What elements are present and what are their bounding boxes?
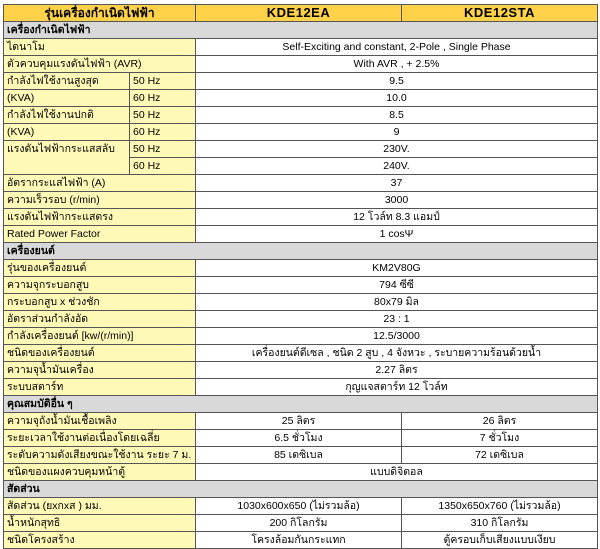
spec-row bbox=[4, 294, 598, 311]
spec-label: ชนิดโครงสร้าง bbox=[4, 532, 196, 549]
spec-row bbox=[4, 124, 598, 141]
spec-label: ความจุกระบอกสูบ bbox=[4, 277, 196, 294]
spec-label: น้ำหนักสุทธิ bbox=[4, 515, 196, 532]
section-row bbox=[4, 396, 598, 413]
spec-label: ระบบสตาร์ท bbox=[4, 379, 196, 396]
spec-value-a: โครงล้อมกันกระแทก bbox=[196, 532, 402, 549]
model-a-header: KDE12EA bbox=[196, 5, 402, 22]
spec-value: กุญแจสตาร์ท 12 โวล์ท bbox=[196, 379, 598, 396]
spec-value: 3000 bbox=[196, 192, 598, 209]
spec-value: 37 bbox=[196, 175, 598, 192]
spec-value: With AVR , + 2.5% bbox=[196, 56, 598, 73]
spec-row bbox=[4, 447, 598, 464]
spec-row bbox=[4, 379, 598, 396]
spec-value: 8.5 bbox=[196, 107, 598, 124]
spec-row bbox=[4, 226, 598, 243]
spec-label: ความจุถังน้ำมันเชื้อเพลิง bbox=[4, 413, 196, 430]
spec-row bbox=[4, 345, 598, 362]
spec-row bbox=[4, 498, 598, 515]
spec-row bbox=[4, 464, 598, 481]
section-row bbox=[4, 243, 598, 260]
spec-label: ความจุน้ำมันเครื่อง bbox=[4, 362, 196, 379]
section-dimensions-title: สัดส่วน bbox=[4, 481, 598, 498]
spec-row bbox=[4, 430, 598, 447]
spec-row bbox=[4, 73, 598, 90]
spec-value-a: 85 เดซิเบล bbox=[196, 447, 402, 464]
spec-row bbox=[4, 277, 598, 294]
spec-value: 9 bbox=[196, 124, 598, 141]
spec-value-a: 6.5 ชั่วโมง bbox=[196, 430, 402, 447]
spec-row bbox=[4, 141, 598, 158]
spec-value: Self-Exciting and constant, 2-Pole , Single Phase bbox=[196, 39, 598, 56]
spec-value-b: 72 เดซิเบล bbox=[402, 447, 598, 464]
spec-label: ชนิดของเครื่องยนต์ bbox=[4, 345, 196, 362]
spec-value: 12.5/3000 bbox=[196, 328, 598, 345]
spec-value: 1 cosΨ bbox=[196, 226, 598, 243]
spec-value-b: 7 ชั่วโมง bbox=[402, 430, 598, 447]
spec-label: แรงดันไฟฟ้ากระแสสลับ bbox=[4, 141, 130, 175]
spec-row bbox=[4, 90, 598, 107]
frequency-label: 60 Hz bbox=[130, 90, 196, 107]
spec-row bbox=[4, 192, 598, 209]
spec-table bbox=[3, 4, 598, 549]
spec-value: 240V. bbox=[196, 158, 598, 175]
spec-label: ความเร็วรอบ (r/min) bbox=[4, 192, 196, 209]
spec-value-b: 310 กิโลกรัม bbox=[402, 515, 598, 532]
spec-label: กระบอกสูบ x ช่วงชัก bbox=[4, 294, 196, 311]
spec-label: สัดส่วน (ยxกxส ) มม. bbox=[4, 498, 196, 515]
spec-label: ชนิดของแผงควบคุมหน้าตู้ bbox=[4, 464, 196, 481]
frequency-label: 50 Hz bbox=[130, 107, 196, 124]
section-row bbox=[4, 481, 598, 498]
spec-value: 9.5 bbox=[196, 73, 598, 90]
spec-label: อัตราส่วนกำลังอัด bbox=[4, 311, 196, 328]
frequency-label: 60 Hz bbox=[130, 124, 196, 141]
spec-value: 12 โวล์ท 8.3 แอมป์ bbox=[196, 209, 598, 226]
spec-label: กำลังไฟใช้งานปกติ bbox=[4, 107, 130, 124]
spec-label: แรงดันไฟฟ้ากระแสตรง bbox=[4, 209, 196, 226]
spec-row bbox=[4, 209, 598, 226]
spec-value: KM2V80G bbox=[196, 260, 598, 277]
spec-value: แบบดิจิตอล bbox=[196, 464, 598, 481]
spec-row bbox=[4, 56, 598, 73]
spec-label: อัตรากระแสไฟฟ้า (A) bbox=[4, 175, 196, 192]
spec-row bbox=[4, 311, 598, 328]
spec-value: 2.27 ลิตร bbox=[196, 362, 598, 379]
spec-row bbox=[4, 532, 598, 549]
spec-label: Rated Power Factor bbox=[4, 226, 196, 243]
spec-row bbox=[4, 515, 598, 532]
spec-row bbox=[4, 362, 598, 379]
spec-value-b: 26 ลิตร bbox=[402, 413, 598, 430]
spec-label: ระยะเวลาใช้งานต่อเนื่องโดยเฉลี่ย bbox=[4, 430, 196, 447]
spec-row bbox=[4, 107, 598, 124]
model-b-header: KDE12STA bbox=[402, 5, 598, 22]
spec-label: กำลังเครื่องยนต์ [kw/(r/min)] bbox=[4, 328, 196, 345]
spec-value-b: ตู้ครอบเก็บเสียงแบบเงียบ bbox=[402, 532, 598, 549]
spec-row bbox=[4, 328, 598, 345]
spec-row bbox=[4, 175, 598, 192]
section-generator-title: เครื่องกำเนิดไฟฟ้า bbox=[4, 22, 598, 39]
spec-label: (KVA) bbox=[4, 90, 130, 107]
section-engine-title: เครื่องยนต์ bbox=[4, 243, 598, 260]
frequency-label: 50 Hz bbox=[130, 73, 196, 90]
section-features-title: คุณสมบัติอื่น ๆ bbox=[4, 396, 598, 413]
header-row bbox=[4, 5, 598, 22]
spec-value: 794 ซีซี bbox=[196, 277, 598, 294]
spec-value: 230V. bbox=[196, 141, 598, 158]
spec-label: ไดนาโม bbox=[4, 39, 196, 56]
spec-value: 23 : 1 bbox=[196, 311, 598, 328]
spec-row bbox=[4, 39, 598, 56]
frequency-label: 50 Hz bbox=[130, 141, 196, 158]
spec-value: 10.0 bbox=[196, 90, 598, 107]
section-row bbox=[4, 22, 598, 39]
header-title: รุ่นเครื่องกำเนิดไฟฟ้า bbox=[4, 5, 196, 22]
spec-value-b: 1350x650x760 (ไม่รวมล้อ) bbox=[402, 498, 598, 515]
spec-label: ระดับความดังเสียงขณะใช้งาน ระยะ 7 ม. bbox=[4, 447, 196, 464]
spec-value-a: 1030x600x650 (ไม่รวมล้อ) bbox=[196, 498, 402, 515]
spec-value-a: 25 ลิตร bbox=[196, 413, 402, 430]
frequency-label: 60 Hz bbox=[130, 158, 196, 175]
spec-row bbox=[4, 413, 598, 430]
spec-label: (KVA) bbox=[4, 124, 130, 141]
spec-row bbox=[4, 260, 598, 277]
spec-label: ตัวควบคุมแรงดันไฟฟ้า (AVR) bbox=[4, 56, 196, 73]
spec-value: 80x79 มิล bbox=[196, 294, 598, 311]
spec-label: รุ่นของเครื่องยนต์ bbox=[4, 260, 196, 277]
spec-value-a: 200 กิโลกรัม bbox=[196, 515, 402, 532]
spec-value: เครื่องยนต์ดีเซล , ชนิด 2 สูบ , 4 จังหวะ , ระบายความร้อนด้วยน้ำ bbox=[196, 345, 598, 362]
spec-label: กำลังไฟใช้งานสูงสุด bbox=[4, 73, 130, 90]
